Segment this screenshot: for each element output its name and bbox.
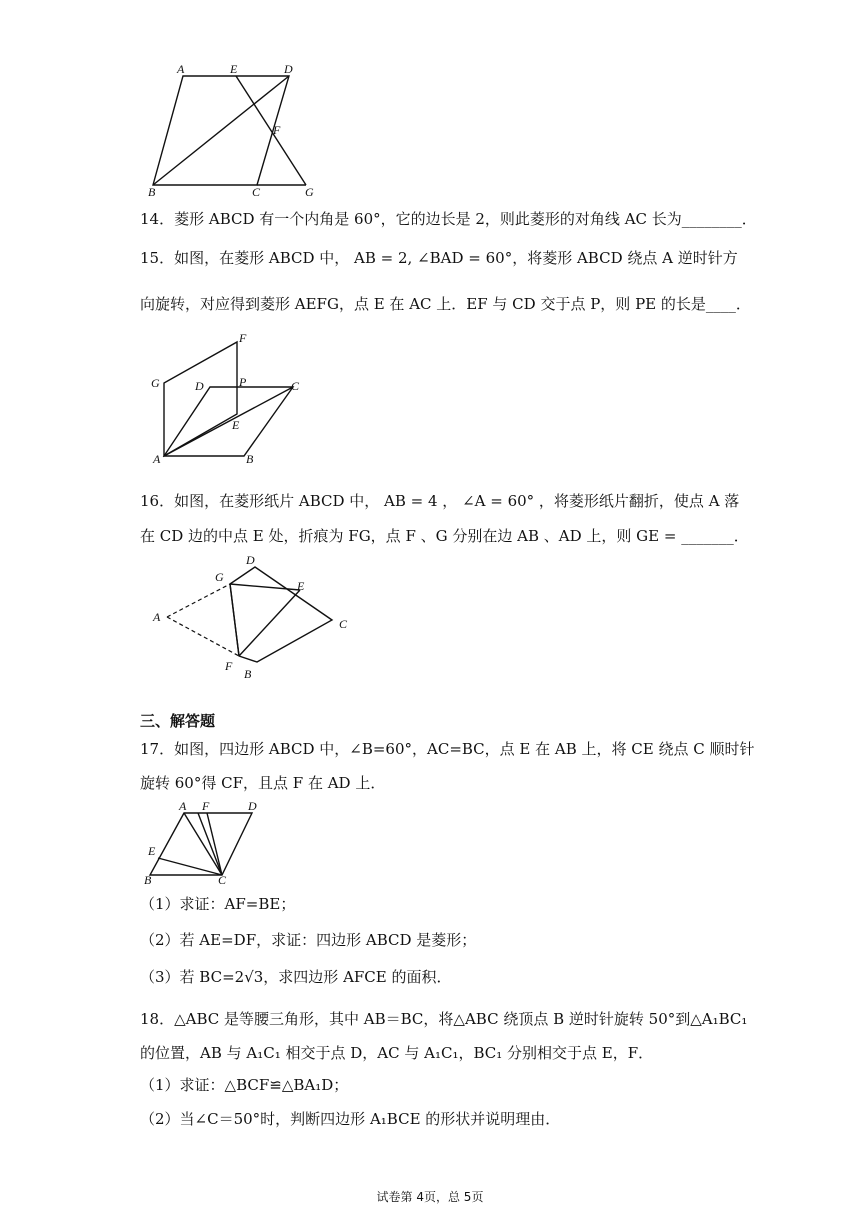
q17-line2: 旋转 60°得 CF，且点 F 在 AD 上． [140,774,386,792]
figure-q16 [145,552,360,682]
figure-q17 [140,796,270,888]
fig3-label-c: C [339,617,348,631]
fig1-label-c: C [252,185,261,199]
fig1-label-b: B [148,185,156,199]
fig2-label-c: C [291,379,300,393]
fig2-label-d: D [195,379,204,393]
q15-line2: 向旋转，对应得到菱形 AEFG，点 E 在 AC 上．EF 与 CD 交于点 P，则 PE 的长是____． [140,295,751,313]
fig1-label-a: A [177,62,185,76]
fig3-label-f: F [225,659,233,673]
fig4-label-c: C [218,873,227,887]
fig2-label-g: G [151,376,160,390]
fig3-label-b: B [244,667,252,681]
fig1-label-f: F [273,123,281,137]
fig2-label-f: F [239,332,247,345]
fig2-label-b: B [246,452,254,466]
fig4-label-a: A [179,799,187,813]
q14-text: 14．菱形 ABCD 有一个内角是 60°，它的边长是 2，则此菱形的对角线 AC 长为________． [140,210,757,228]
fig2-label-a: A [153,452,161,466]
q17-part3: （3）若 BC=2√3，求四边形 AFCE 的面积． [140,968,452,986]
fig3-label-d: D [246,553,255,567]
q17-part1: （1）求证：AF=BE； [140,895,296,913]
figure-q15 [145,332,315,467]
q17-part2: （2）若 AE=DF，求证：四边形 ABCD 是菱形； [140,931,477,949]
section-3-title: 三、解答题 [140,712,216,730]
q18-line1: 18．△ABC 是等腰三角形，其中 AB＝BC，将△ABC 绕顶点 B 逆时针旋转 50°到△A₁BC₁ [140,1010,748,1028]
fig1-label-g: G [305,185,314,199]
fig1-label-d: D [284,62,293,76]
figure-q13 [140,62,330,200]
fig3-label-a: A [153,610,161,624]
fig1-label-e: E [230,62,238,76]
fig2-label-e: E [232,418,240,432]
q15-line1: 15．如图，在菱形 ABCD 中， AB = 2, ∠BAD = 60°，将菱形 ABCD 绕点 A 逆时针方 [140,249,738,267]
q18-part2: （2）当∠C＝50°时，判断四边形 A₁BCE 的形状并说明理由． [140,1110,561,1128]
q18-part1: （1）求证：△BCF≌△BA₁D； [140,1076,349,1094]
fig2-label-p: P [239,375,247,389]
q16-line2: 在 CD 边的中点 E 处，折痕为 FG，点 F 、G 分别在边 AB 、AD 上，则 GE = _______． [140,527,749,545]
q18-line2: 的位置，AB 与 A₁C₁ 相交于点 D，AC 与 A₁C₁，BC₁ 分别相交于点 E，F． [140,1044,654,1062]
q16-line1: 16．如图，在菱形纸片 ABCD 中， AB = 4 ， ∠A = 60° ，将菱形纸片翻折，使点 A 落 [140,492,740,510]
fig4-label-e: E [148,844,156,858]
q17-line1: 17．如图，四边形 ABCD 中，∠B=60°，AC=BC，点 E 在 AB 上，将 CE 绕点 C 顺时针 [140,740,755,758]
fig3-label-g: G [215,570,224,584]
fig4-label-f: F [202,799,210,813]
fig3-label-e: E [297,579,305,593]
page-footer: 试卷第 4页，总 5页 [376,1190,484,1204]
fig4-label-d: D [248,799,257,813]
fig4-label-b: B [144,873,152,887]
